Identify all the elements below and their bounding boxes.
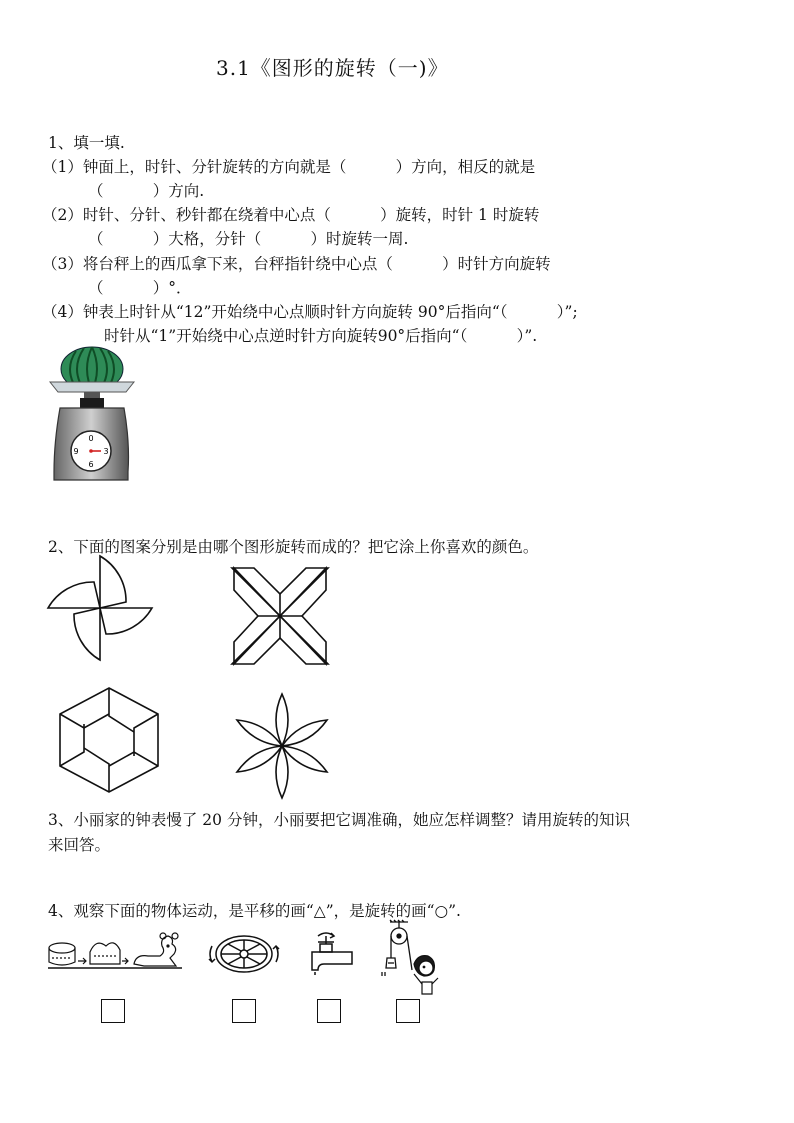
answer-box-3[interactable] [317, 999, 341, 1023]
answer-box-2[interactable] [232, 999, 256, 1023]
q1-line-3: （2）时针、分针、秒针都在绕着中心点（ ）旋转，时针 1 时旋转 [42, 206, 540, 224]
pinwheel-quarter-circle-pattern [46, 554, 154, 662]
q1-line-7: （4）钟表上时针从“12”开始绕中心点顺时针方向旋转 90°后指向“（ ）”; [42, 303, 578, 321]
flower-petal-pattern [222, 694, 342, 798]
q1-line-5: （3）将台秤上的西瓜拿下来，台秤指针绕中心点（ ）时针方向旋转 [42, 255, 551, 273]
steering-wheel-illustration [206, 932, 282, 976]
answer-box-4[interactable] [396, 999, 420, 1023]
q4-text: 4、观察下面的物体运动，是平移的画“△”，是旋转的画“○”. [48, 902, 461, 920]
cake-conveyor-illustration [48, 928, 184, 972]
q3-line-1: 3、小丽家的钟表慢了 20 分钟，小丽要把它调准确，她应怎样调整？请用旋转的知识 [48, 811, 630, 829]
dial-number-3: 3 [103, 447, 109, 456]
q2-text: 2、下面的图案分别是由哪个图形旋转而成的？把它涂上你喜欢的颜色。 [48, 538, 539, 556]
answer-box-1[interactable] [101, 999, 125, 1023]
q1-line-1: （1）钟面上，时针、分针旋转的方向就是（ ）方向，相反的就是 [42, 158, 536, 176]
q1-line-8: 时针从“1”开始绕中心点逆时针方向旋转90°后指向“（ ）”. [104, 327, 538, 345]
q1-line-6: （ ）°． [88, 279, 192, 297]
dial-number-6: 6 [88, 460, 94, 469]
page-title: 3.1《图形的旋转（一)》 [216, 56, 449, 80]
dial-number-0: 0 [88, 434, 94, 443]
q1-line-2: （ ）方向. [88, 182, 205, 200]
pulley-boy-illustration [378, 920, 440, 996]
dial-number-9: 9 [73, 447, 79, 456]
q1-line-4: （ ）大格，分针（ ）时旋转一周. [88, 230, 409, 248]
q1-heading: 1、填一填. [48, 134, 125, 152]
parallelogram-cross-pattern [232, 566, 328, 666]
scale-with-watermelon-illustration [44, 342, 140, 486]
q3-line-2: 来回答。 [48, 836, 111, 854]
water-tap-illustration [304, 930, 356, 976]
hexagon-rotation-pattern [56, 686, 162, 794]
